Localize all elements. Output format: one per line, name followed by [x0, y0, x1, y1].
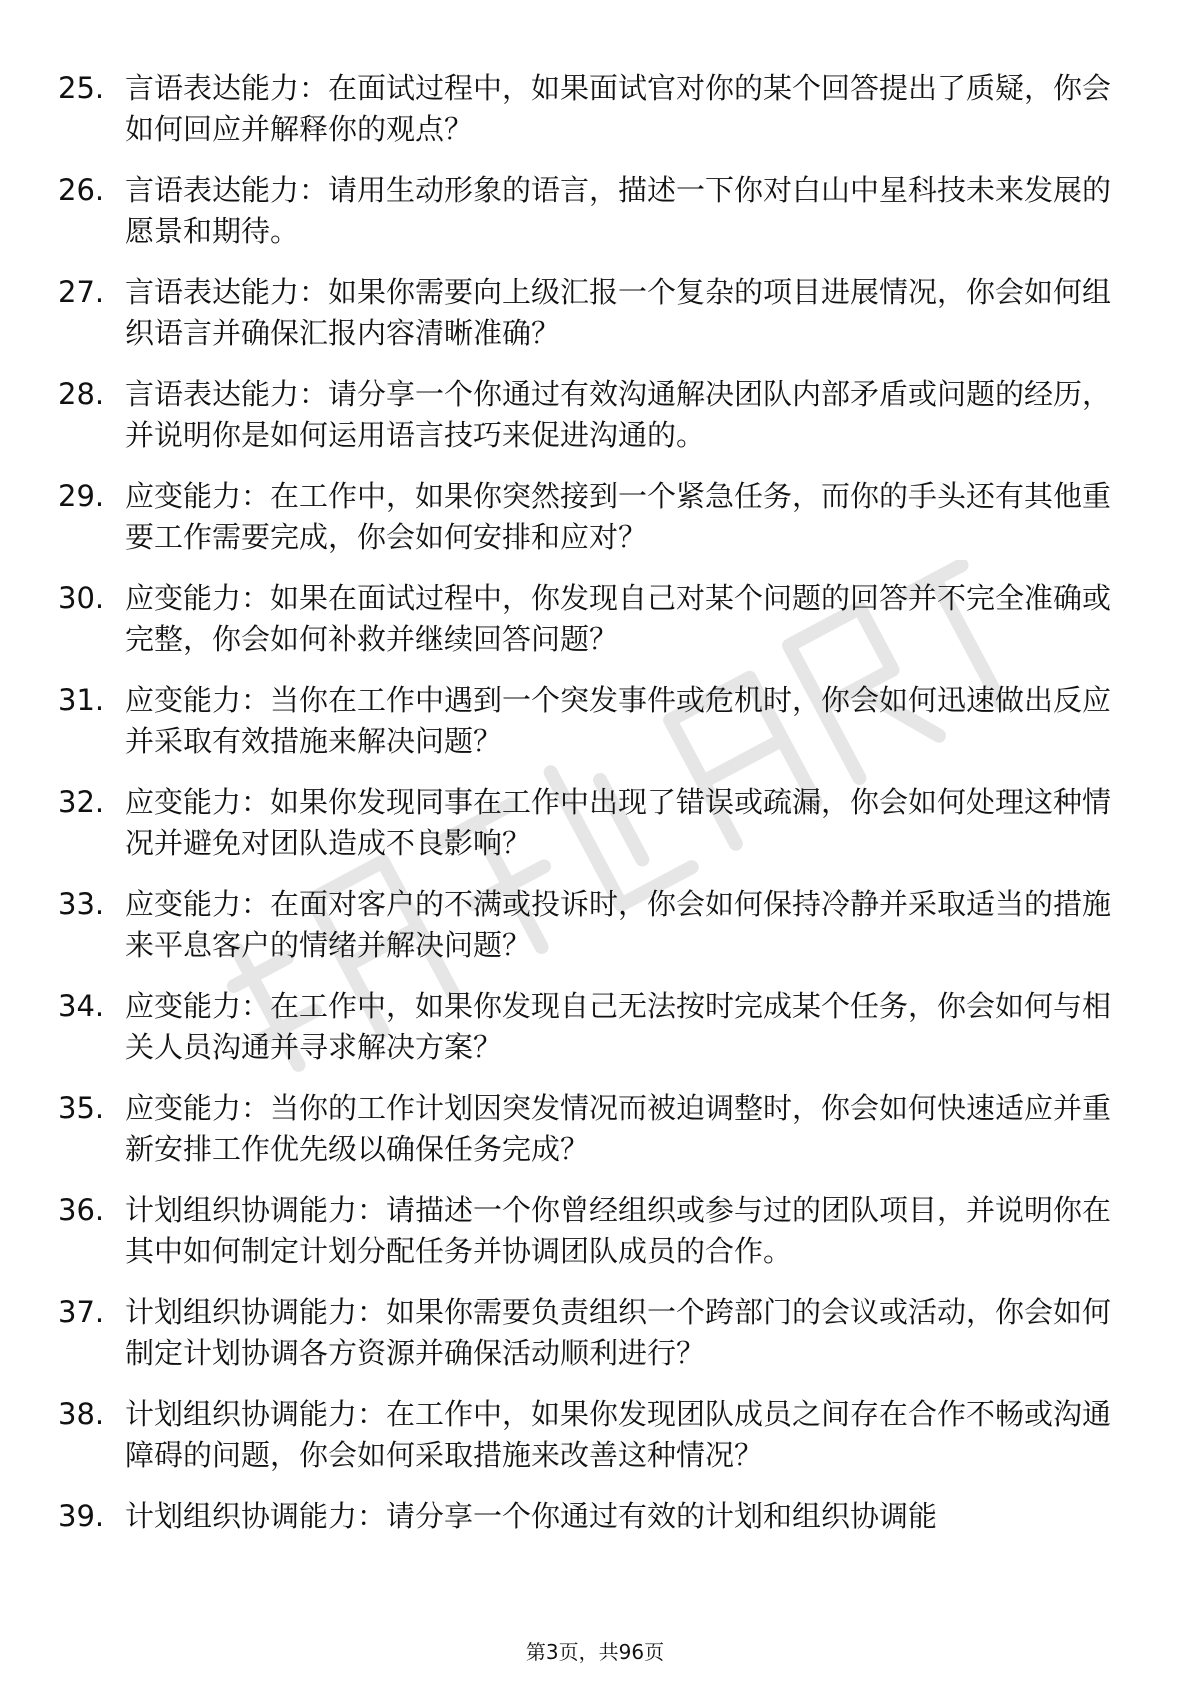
- list-item: [58, 578, 1130, 660]
- question-number: 39.: [58, 1499, 105, 1533]
- list-item: [58, 1496, 1130, 1537]
- question-number: 28.: [58, 377, 105, 411]
- question-number: 27.: [58, 275, 105, 309]
- question-number: 36.: [58, 1193, 105, 1227]
- question-text: 计划组织协调能力：请描述一个你曾经组织或参与过的团队项目，并说明你在其中如何制定计划分配任务并协调团队成员的合作。: [125, 1193, 1112, 1268]
- question-number: 33.: [58, 887, 105, 921]
- list-item: [58, 1394, 1130, 1476]
- list-item: [58, 374, 1130, 456]
- question-text: 应变能力：如果你发现同事在工作中出现了错误或疏漏，你会如何处理这种情况并避免对团队造成不良影响？: [125, 785, 1112, 860]
- list-item: [58, 986, 1130, 1068]
- question-text: 言语表达能力：请用生动形象的语言，描述一下你对白山中星科技未来发展的愿景和期待。: [125, 173, 1112, 248]
- list-item: [58, 1088, 1130, 1170]
- question-text: 言语表达能力：请分享一个你通过有效沟通解决团队内部矛盾或问题的经历，并说明你是如何运用语言技巧来促进沟通的。: [125, 377, 1112, 452]
- question-number: 26.: [58, 173, 105, 207]
- question-text: 言语表达能力：在面试过程中，如果面试官对你的某个回答提出了质疑，你会如何回应并解释你的观点？: [125, 71, 1112, 146]
- question-number: 32.: [58, 785, 105, 819]
- question-text: 应变能力：当你的工作计划因突发情况而被迫调整时，你会如何快速适应并重新安排工作优先级以确保任务完成？: [125, 1091, 1112, 1166]
- question-text: 应变能力：如果在面试过程中，你发现自己对某个问题的回答并不完全准确或完整，你会如何补救并继续回答问题？: [125, 581, 1112, 656]
- question-text: 计划组织协调能力：在工作中，如果你发现团队成员之间存在合作不畅或沟通障碍的问题，你会如何采取措施来改善这种情况？: [125, 1397, 1112, 1472]
- question-number: 35.: [58, 1091, 105, 1125]
- question-number: 25.: [58, 71, 105, 105]
- question-text: 应变能力：在面对客户的不满或投诉时，你会如何保持冷静并采取适当的措施来平息客户的情绪并解决问题？: [125, 887, 1112, 962]
- question-text: 言语表达能力：如果你需要向上级汇报一个复杂的项目进展情况，你会如何组织语言并确保汇报内容清晰准确？: [125, 275, 1112, 350]
- list-item: [58, 1292, 1130, 1374]
- question-number: 34.: [58, 989, 105, 1023]
- question-text: 计划组织协调能力：请分享一个你通过有效的计划和组织协调能: [125, 1499, 938, 1533]
- list-item: [58, 272, 1130, 354]
- list-item: [58, 68, 1130, 150]
- list-item: [58, 680, 1130, 762]
- list-item: [58, 1190, 1130, 1272]
- question-number: 37.: [58, 1295, 105, 1329]
- list-item: [58, 884, 1130, 966]
- question-number: 29.: [58, 479, 105, 513]
- question-number: 31.: [58, 683, 105, 717]
- question-text: 应变能力：在工作中，如果你发现自己无法按时完成某个任务，你会如何与相关人员沟通并寻求解决方案？: [125, 989, 1112, 1064]
- list-item: [58, 782, 1130, 864]
- question-text: 计划组织协调能力：如果你需要负责组织一个跨部门的会议或活动，你会如何制定计划协调各方资源并确保活动顺利进行？: [125, 1295, 1112, 1370]
- question-list: [58, 68, 1130, 1557]
- page-footer: 第3页，共96页: [525, 1640, 665, 1664]
- question-text: 应变能力：当你在工作中遇到一个突发事件或危机时，你会如何迅速做出反应并采取有效措施来解决问题？: [125, 683, 1112, 758]
- question-text: 应变能力：在工作中，如果你突然接到一个紧急任务，而你的手头还有其他重要工作需要完成，你会如何安排和应对？: [125, 479, 1112, 554]
- list-item: [58, 476, 1130, 558]
- list-item: [58, 170, 1130, 252]
- question-number: 38.: [58, 1397, 105, 1431]
- question-number: 30.: [58, 581, 105, 615]
